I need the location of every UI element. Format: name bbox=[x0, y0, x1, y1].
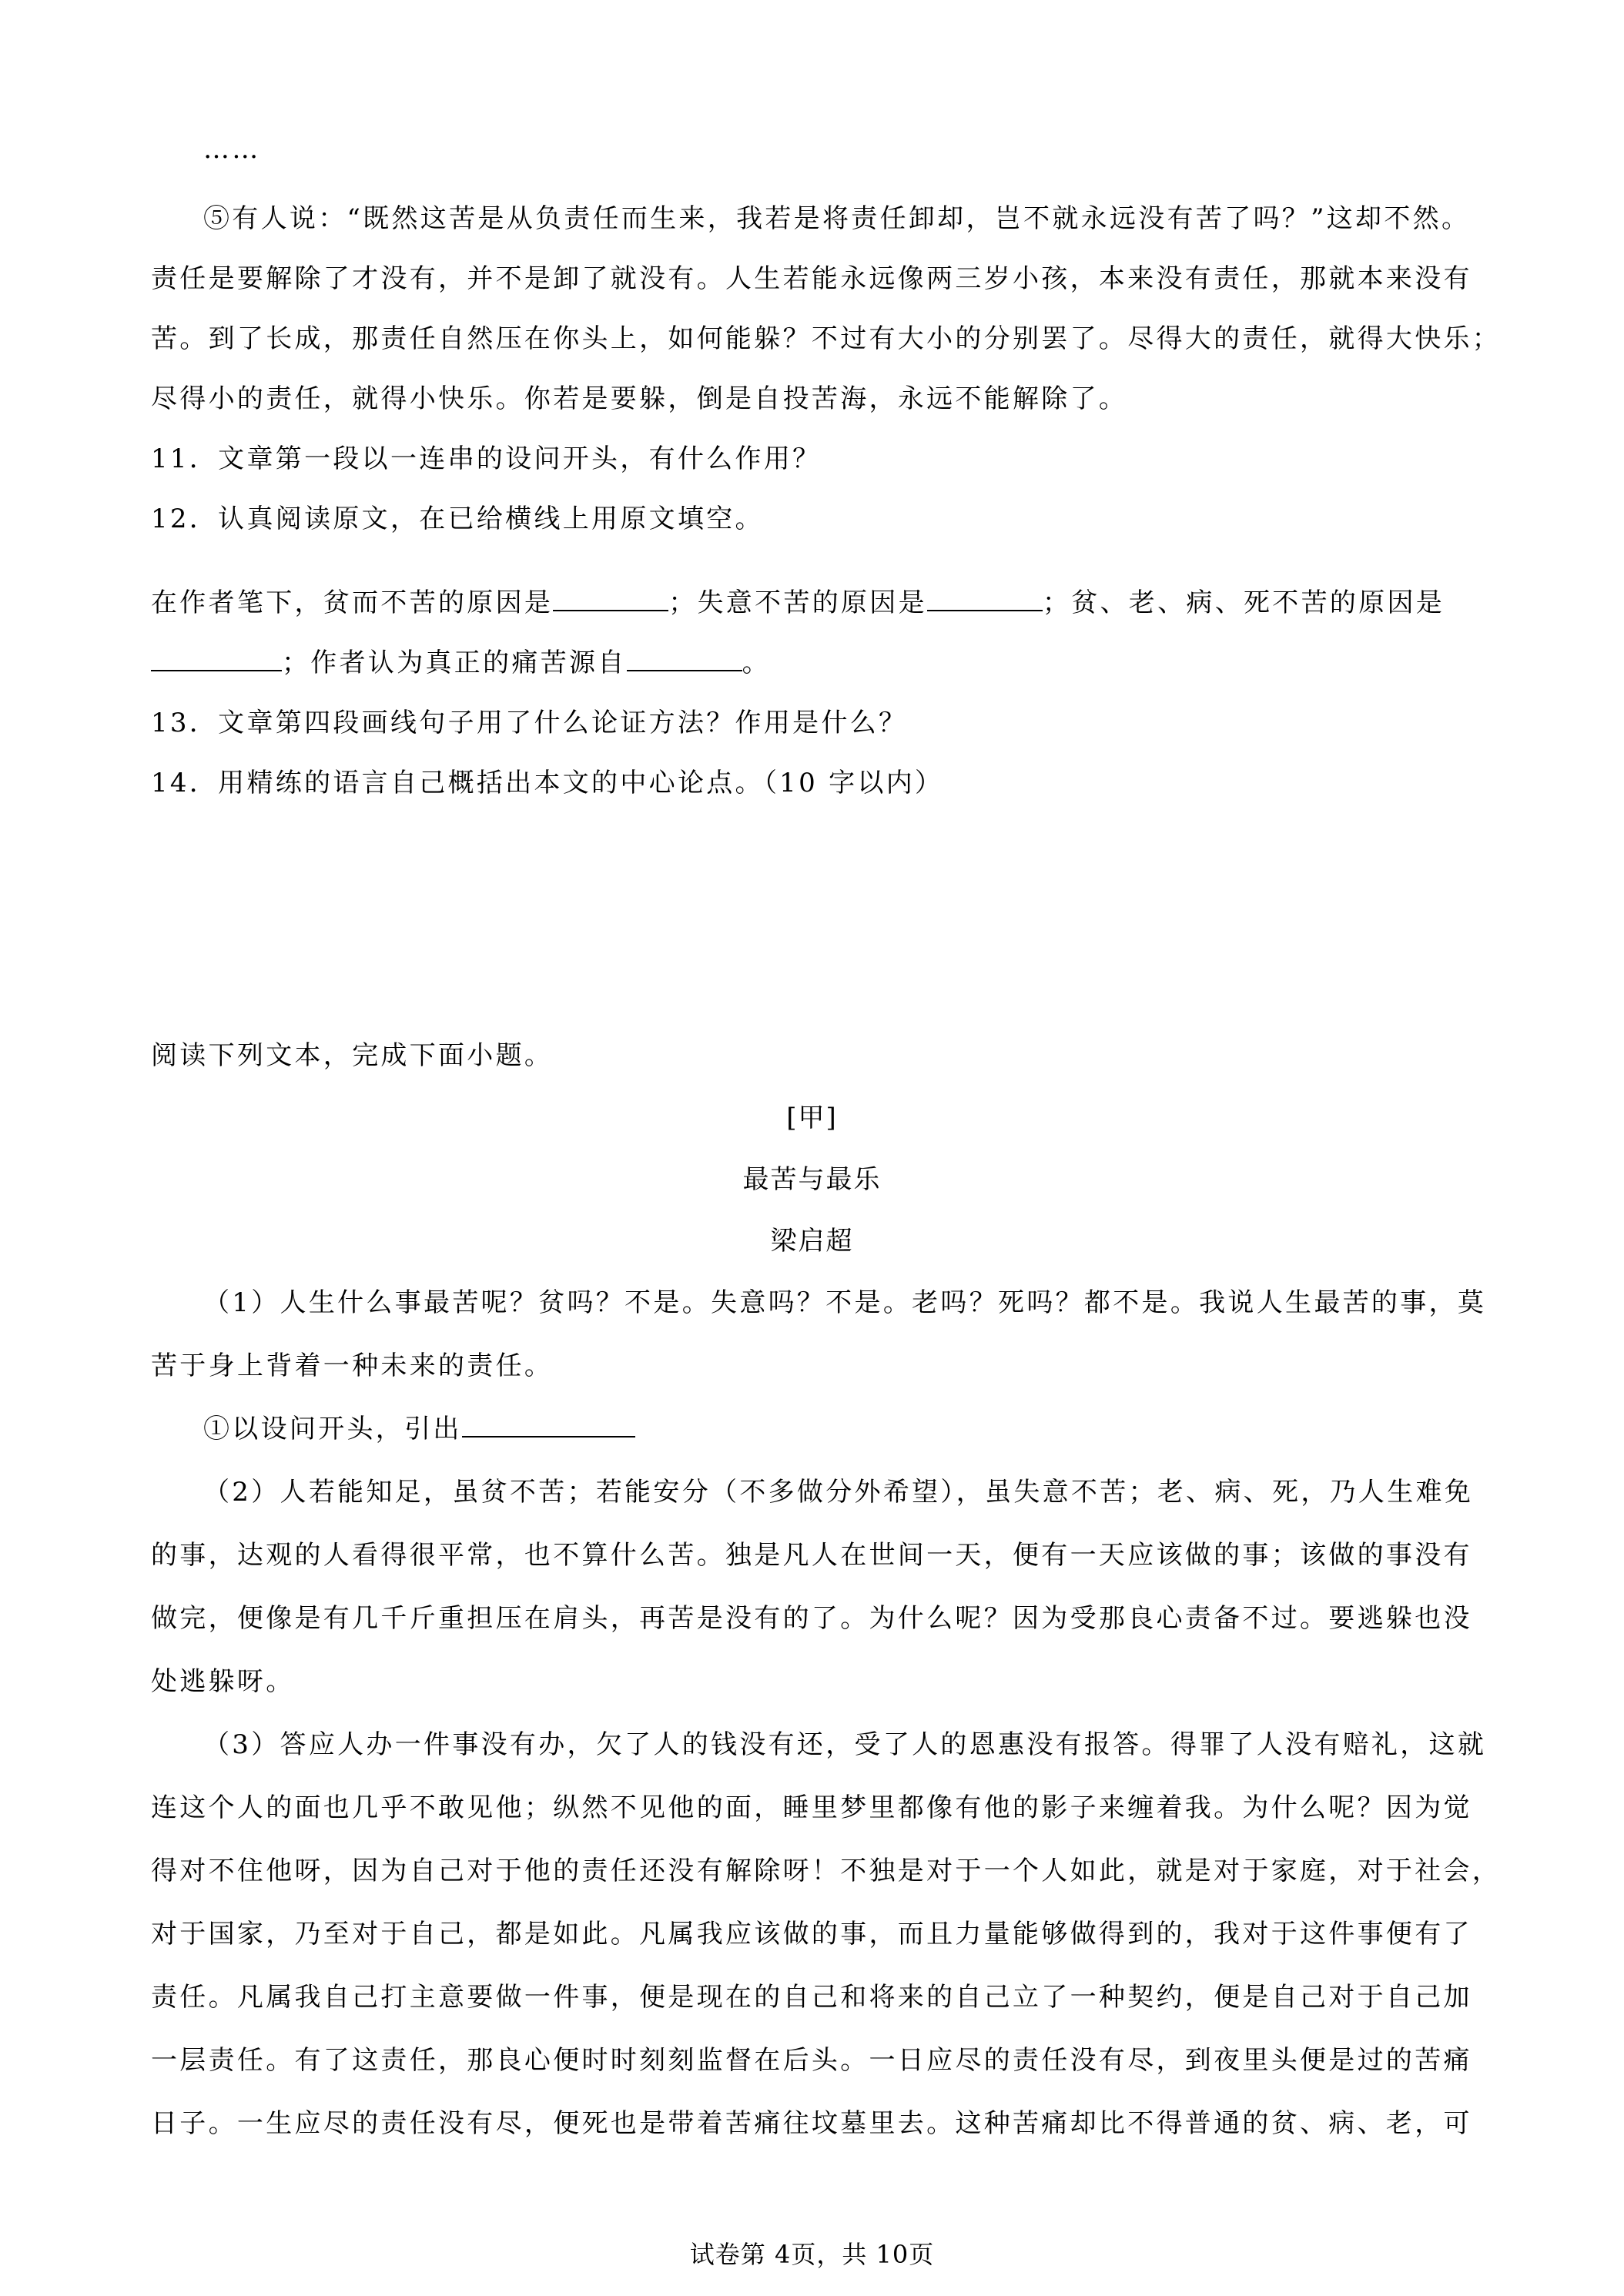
answer-blank[interactable] bbox=[627, 647, 742, 671]
q12-text-5: 。 bbox=[742, 648, 771, 678]
q12-text-4: ；作者认为真正的痛苦源自 bbox=[282, 648, 627, 678]
paragraph-3-line-4: 对于国家，乃至对于自己，都是如此。凡属我应该做的事，而且力量能够做得到的，我对于这件事便有了 bbox=[151, 1919, 1472, 1950]
question-12-fill-line-1 bbox=[151, 586, 1445, 620]
paragraph-3-line-6: 一层责任。有了这责任，那良心便时时刻刻监督在后头。一日应尽的责任没有尽，到夜里头便是过的苦痛 bbox=[151, 2045, 1472, 2076]
paragraph-3-line-2: 连这个人的面也几乎不敢见他；纵然不见他的面，睡里梦里都像有他的影子来缠着我。为什么呢？因为觉 bbox=[151, 1792, 1472, 1823]
question-13: 13．文章第四段画线句子用了什么论证方法？作用是什么？ bbox=[151, 708, 908, 738]
question-12: 12．认真阅读原文，在已给横线上用原文填空。 bbox=[151, 504, 764, 534]
passage-paragraph-5-line-1: ⑤有人说：“既然这苦是从负责任而生来，我若是将责任卸却，岂不就永远没有苦了吗？”这却不然。 bbox=[203, 203, 1471, 234]
answer-blank[interactable] bbox=[927, 587, 1043, 611]
passage-paragraph-5-line-3: 苦。到了长成，那责任自然压在你头上，如何能躲？不过有大小的分别罢了。尽得大的责任，就得大快乐； bbox=[151, 323, 1502, 354]
passage-paragraph-5-line-4: 尽得小的责任，就得小快乐。你若是要躲，倒是自投苦海，永远不能解除了。 bbox=[151, 383, 1128, 414]
q12-text-3: ；贫、老、病、死不苦的原因是 bbox=[1042, 587, 1445, 618]
paragraph-2-line-2: 的事，达观的人看得很平常，也不算什么苦。独是凡人在世间一天，便有一天应该做的事；该做的事没有 bbox=[151, 1540, 1472, 1571]
answer-blank[interactable] bbox=[462, 1413, 635, 1438]
article-title: 最苦与最乐 bbox=[742, 1164, 882, 1195]
paragraph-2-line-3: 做完，便像是有几千斤重担压在肩头，再苦是没有的了。为什么呢？因为受那良心责备不过。要逃躲也没 bbox=[151, 1603, 1472, 1634]
paragraph-3-line-7: 日子。一生应尽的责任没有尽，便死也是带着苦痛往坟墓里去。这种苦痛却比不得普通的贫、病、老，可 bbox=[151, 2108, 1472, 2139]
page-footer: 试卷第 4页，共 10页 bbox=[689, 2240, 935, 2269]
paragraph-1-line-1: （1）人生什么事最苦呢？贫吗？不是。失意吗？不是。老吗？死吗？都不是。我说人生最苦的事，莫 bbox=[203, 1287, 1487, 1318]
article-author: 梁启超 bbox=[770, 1226, 854, 1257]
question-14: 14．用精练的语言自己概括出本文的中心论点。（10 字以内） bbox=[151, 768, 944, 798]
answer-blank[interactable] bbox=[553, 587, 668, 611]
reading-instruction: 阅读下列文本，完成下面小题。 bbox=[151, 1040, 554, 1071]
passage-paragraph-5-line-2: 责任是要解除了才没有，并不是卸了就没有。人生若能永远像两三岁小孩，本来没有责任，那就本来没有 bbox=[151, 263, 1472, 294]
paragraph-3-line-1: （3）答应人办一件事没有办，欠了人的钱没有还，受了人的恩惠没有报答。得罪了人没有赔礼，这就 bbox=[203, 1729, 1487, 1760]
section-label-jia: [甲] bbox=[786, 1103, 838, 1133]
question-12-fill-line-2 bbox=[151, 646, 771, 680]
q12-text-2: ；失意不苦的原因是 bbox=[668, 587, 927, 618]
annotation-1-text: ①以设问开头，引出 bbox=[203, 1414, 462, 1444]
answer-blank[interactable] bbox=[151, 647, 282, 671]
paragraph-2-line-4: 处逃躲呀。 bbox=[151, 1666, 295, 1697]
paragraph-3-line-3: 得对不住他呀，因为自己对于他的责任还没有解除呀！不独是对于一个人如此，就是对于家庭，对于社会， bbox=[151, 1856, 1502, 1886]
paragraph-3-line-5: 责任。凡属我自己打主意要做一件事，便是现在的自己和将来的自己立了一种契约，便是自己对于自己加 bbox=[151, 1982, 1472, 2013]
q12-text-1: 在作者笔下，贫而不苦的原因是 bbox=[151, 587, 554, 618]
paragraph-1-line-2: 苦于身上背着一种未来的责任。 bbox=[151, 1350, 554, 1381]
paragraph-2-line-1: （2）人若能知足，虽贫不苦；若能安分（不多做分外希望），虽失意不苦；老、病、死，乃人生难免 bbox=[203, 1477, 1474, 1508]
ellipsis: …… bbox=[203, 134, 261, 165]
annotation-1 bbox=[203, 1412, 635, 1446]
question-11: 11．文章第一段以一连串的设问开头，有什么作用？ bbox=[151, 443, 822, 474]
